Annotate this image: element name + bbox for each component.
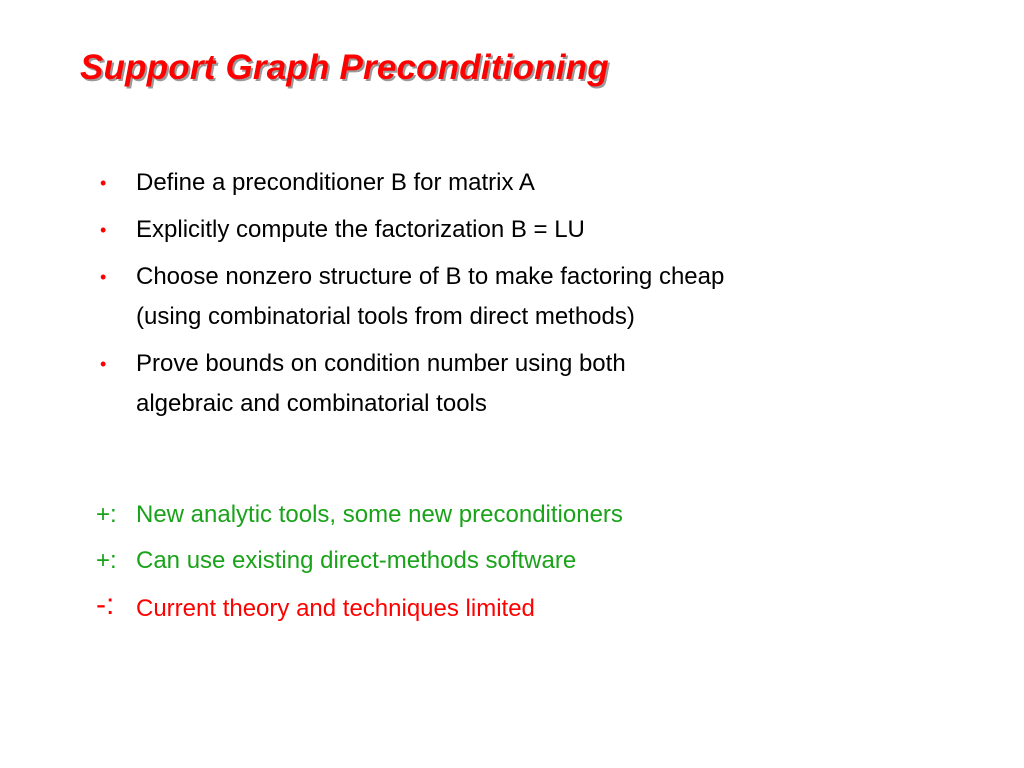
pro-item [96, 541, 956, 581]
bullet-text: Explicitly compute the factorization B = LU [136, 216, 585, 243]
bullet-text-continuation: (using combinatorial tools from direct methods) [136, 303, 635, 330]
slide-title: Support Graph Preconditioning [80, 48, 609, 87]
con-item [96, 587, 956, 627]
bullet-item [96, 210, 956, 250]
bullet-item [96, 257, 956, 337]
bullet-list [96, 163, 956, 431]
plus-mark: +: [96, 501, 117, 528]
minus-mark: -: [96, 588, 115, 621]
bullet-dot-icon: • [100, 220, 107, 240]
plus-mark: +: [96, 547, 117, 574]
con-text: Current theory and techniques limited [136, 595, 535, 622]
bullet-text: Prove bounds on condition number using both [136, 350, 626, 377]
pros-cons-list [96, 495, 956, 633]
bullet-text: Define a preconditioner B for matrix A [136, 169, 535, 196]
bullet-text-continuation: algebraic and combinatorial tools [136, 390, 487, 417]
bullet-item [96, 344, 956, 424]
bullet-item [96, 163, 956, 203]
pro-item [96, 495, 956, 535]
bullet-dot-icon: • [100, 267, 107, 287]
bullet-dot-icon: • [100, 173, 107, 193]
pro-text: New analytic tools, some new preconditioners [136, 501, 623, 528]
pro-text: Can use existing direct-methods software [136, 547, 577, 574]
bullet-text: Choose nonzero structure of B to make factoring cheap [136, 263, 725, 290]
bullet-dot-icon: • [100, 354, 107, 374]
